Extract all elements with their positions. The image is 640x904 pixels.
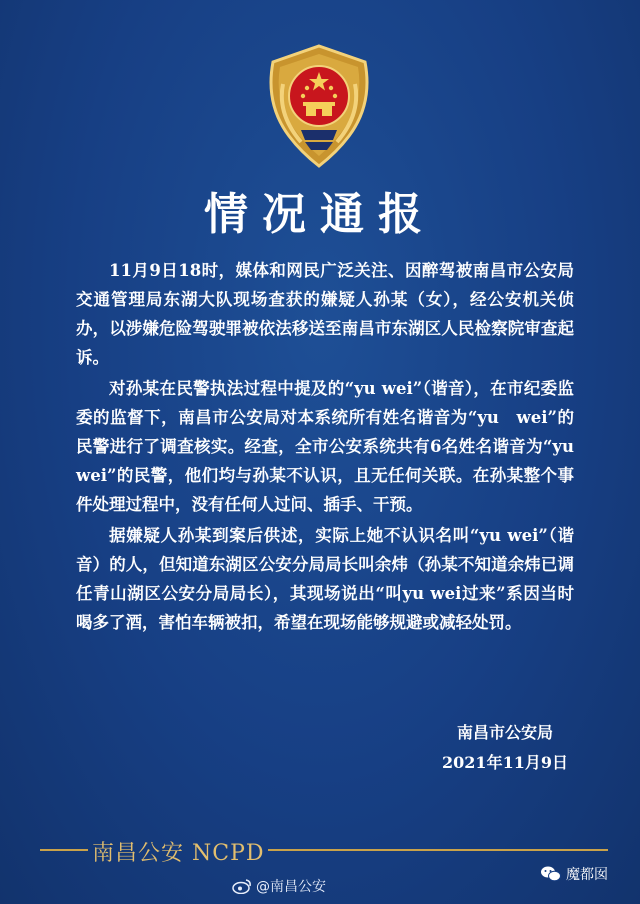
signature-block xyxy=(430,718,580,778)
paragraph-2: 对孙某在民警执法过程中提及的“yu wei”（谐音），在市纪委监委的监督下，南昌市公安局对本系统所有姓名谐音为“yu wei”的民警进行了调查核实。经查，全市公安系统共有6名姓名谐音为“yu wei”的民警，他们均与孙某不认识，且无任何关联。在孙某整个事件处理过程中，没有任何人过问、插手、干预。 xyxy=(76,379,574,514)
weibo-attribution[interactable] xyxy=(232,876,326,896)
notice-title: 情况通报 xyxy=(204,189,436,240)
footer-divider-left xyxy=(40,849,88,851)
police-emblem xyxy=(261,44,377,170)
footer-divider-right xyxy=(268,849,608,851)
footer-brand: 南昌公安 NCPD xyxy=(92,841,265,866)
wechat-icon xyxy=(540,865,562,883)
notice-body xyxy=(76,256,574,639)
weibo-handle: @南昌公安 xyxy=(256,879,326,895)
issue-date: 2021年11月9日 xyxy=(442,753,568,772)
paragraph-1: 11月9日18时，媒体和网民广泛关注、因醉驾被南昌市公安局交通管理局东湖大队现场查获的嫌疑人孙某（女），经公安机关侦办，以涉嫌危险驾驶罪被依法移送至南昌市东湖区人民检察院审查起诉。 xyxy=(76,261,574,367)
paragraph-3: 据嫌疑人孙某到案后供述，实际上她不认识名叫“yu wei”（谐音）的人，但知道东湖区公安分局局长叫余炜（孙某不知道余炜已调任青山湖区公安分局局长），其现场说出“叫yu wei过来”系因当时喝多了酒，害怕车辆被扣，希望在现场能够规避或减轻处罚。 xyxy=(76,526,574,632)
watermark xyxy=(540,864,608,884)
weibo-icon xyxy=(232,878,252,894)
issuer: 南昌市公安局 xyxy=(456,723,553,742)
watermark-text: 魔都囡 xyxy=(566,867,608,883)
